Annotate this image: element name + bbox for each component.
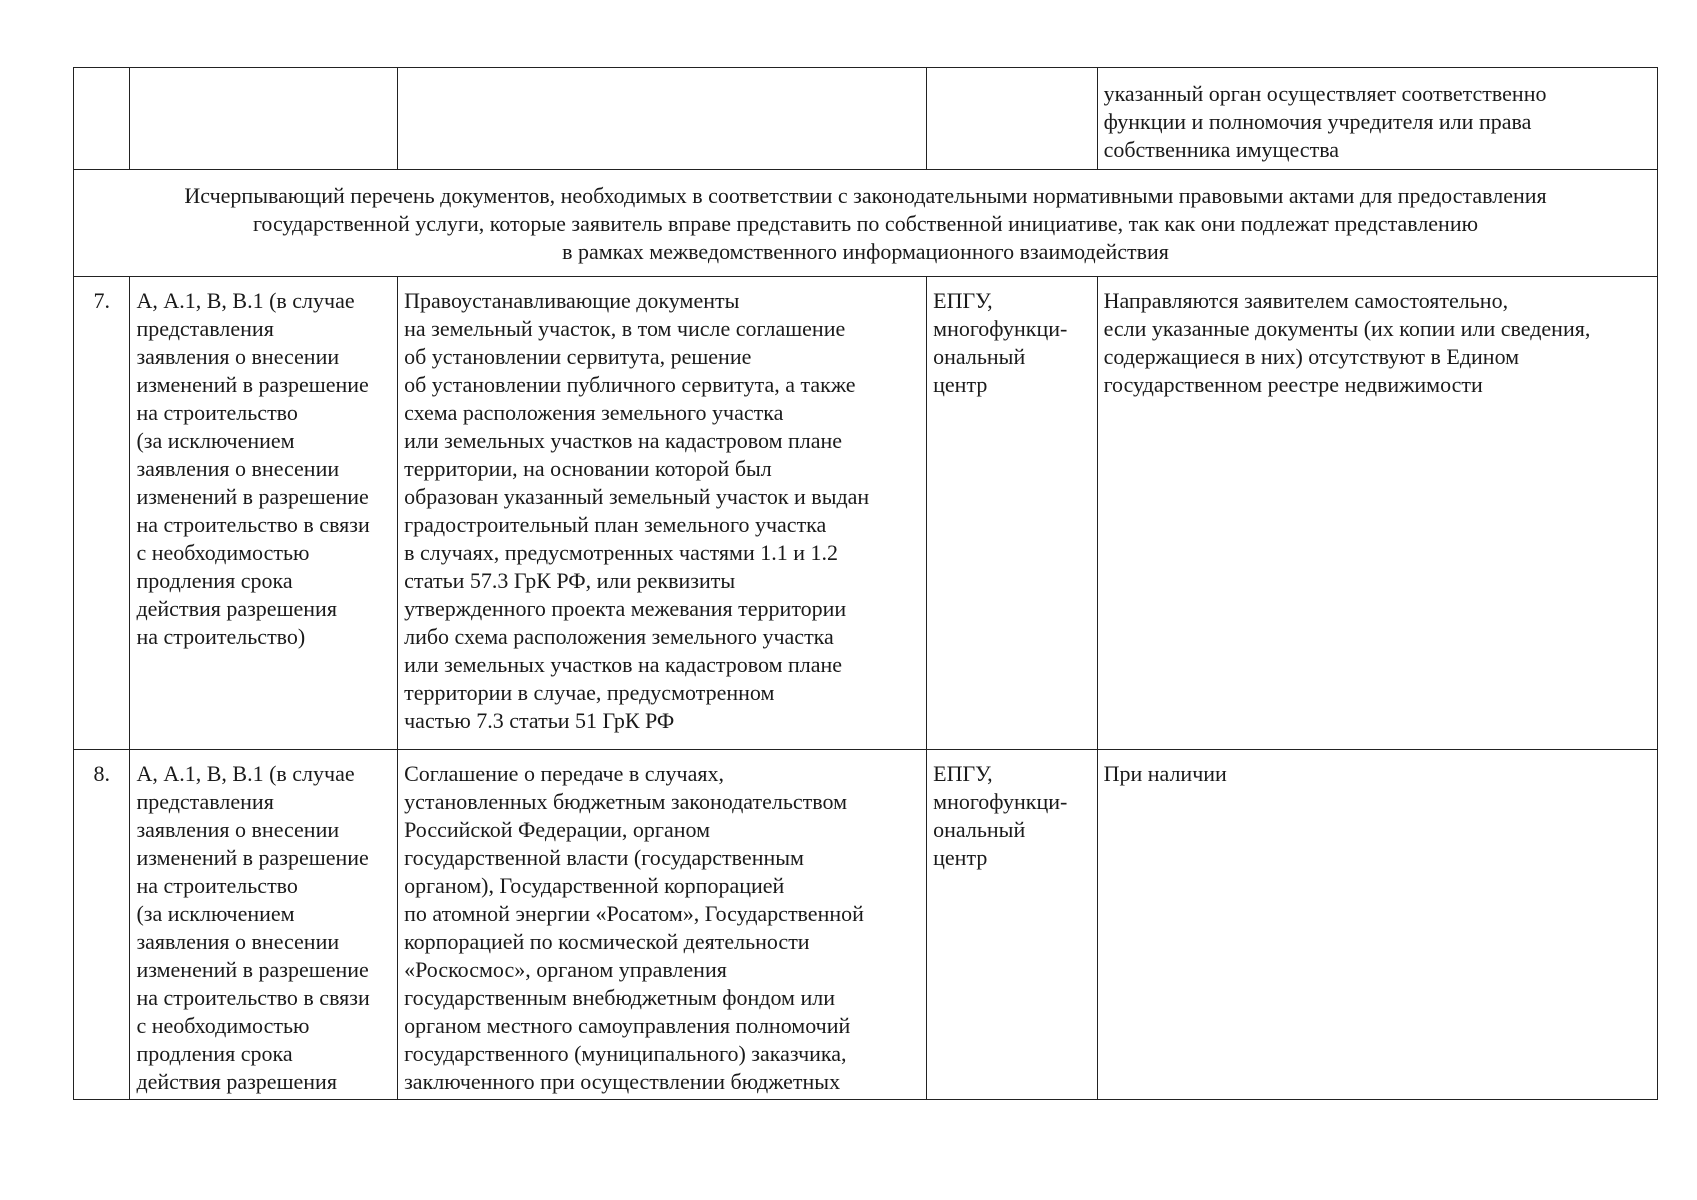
channel-cell [927, 68, 1097, 170]
document-cell [398, 277, 927, 750]
document-cell [398, 750, 927, 1100]
channel-text: ЕПГУ, многофункци- ональный центр [933, 288, 1068, 397]
table-row [74, 750, 1658, 1100]
document-text: Соглашение о передаче в случаях, установленных бюджетным законодательством Российской Федерации, органом государственной власти (государственным органом), Государственной корпорацией по атомной энергии «Росатом», Государственной корпорацией по космической деятельности «Роскосмос», органом управления государственным внебюджетным фондом или органом местного самоуправления полномочий государственного (муниципального) заказчика, заключенного при осуществлении бюджетных [404, 761, 864, 1094]
section-heading: Исчерпывающий перечень документов, необходимых в соответствии с законодательными нормативными правовыми актами для предоставления государственной услуги, которые заявитель вправе представить по собственной инициативе, так как они подлежат представлению в рамках межведомственного информационного взаимодействия [184, 183, 1547, 264]
section-heading-row [74, 170, 1658, 277]
applicability-cell [130, 277, 398, 750]
number-cell [74, 277, 130, 750]
document-cell [398, 68, 927, 170]
channel-cell [927, 277, 1097, 750]
applicability-text: А, А.1, В, В.1 (в случае представления заявления о внесении изменений в разрешение на строительство (за исключением заявления о внесении изменений в разрешение на строительство в связи с необходимостью продления срока действия разрешения на строительство) [136, 288, 370, 649]
documents-table [73, 67, 1658, 1100]
row-number: 7. [93, 288, 110, 313]
remarks-text: При наличии [1103, 761, 1227, 786]
channel-text: ЕПГУ, многофункци- ональный центр [933, 761, 1068, 870]
applicability-text: А, А.1, В, В.1 (в случае представления заявления о внесении изменений в разрешение на строительство (за исключением заявления о внесении изменений в разрешение на строительство в связи с необходимостью продления срока действия разрешения [136, 761, 370, 1094]
remarks-text: Направляются заявителем самостоятельно, если указанные документы (их копии или сведения, содержащиеся в них) отсутствуют в Едином государственном реестре недвижимости [1103, 288, 1591, 397]
remarks-cell [1097, 750, 1657, 1100]
document-text: Правоустанавливающие документы на земельный участок, в том числе соглашение об установлении сервитута, решение об установлении публичного сервитута, а также схема расположения земельного участка или земельных участков на кадастровом плане территории, на основании которой был образован указанный земельный участок и выдан градостроительный план земельного участка в случаях, предусмотренных частями 1.1 и 1.2 статьи 57.3 ГрК РФ, или реквизиты утвержденного проекта межевания территории либо схема расположения земельного участка или земельных участков на кадастровом плане территории в случае, предусмотренном частью 7.3 статьи 51 ГрК РФ [404, 288, 870, 733]
row-number: 8. [93, 761, 110, 786]
section-heading-cell [74, 170, 1658, 277]
table-row [74, 277, 1658, 750]
applicability-cell [130, 750, 398, 1100]
remarks-text: указанный орган осуществляет соответственно функции и полномочия учредителя или права собственника имущества [1103, 81, 1547, 162]
channel-cell [927, 750, 1097, 1100]
number-cell [74, 68, 130, 170]
number-cell [74, 750, 130, 1100]
table-row-continuation [74, 68, 1658, 170]
remarks-cell [1097, 277, 1657, 750]
remarks-cell [1097, 68, 1657, 170]
applicability-cell [130, 68, 398, 170]
